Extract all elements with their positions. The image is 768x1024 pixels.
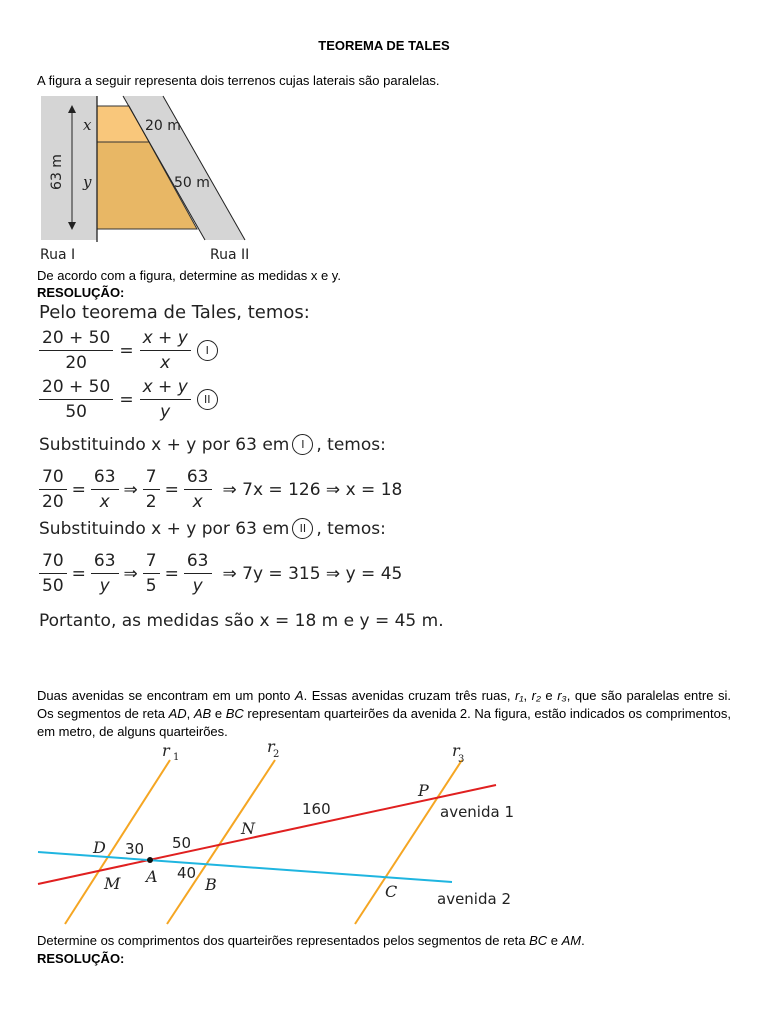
tag-I: I [197, 340, 218, 361]
problem1-intro: A figura a seguir representa dois terrenos cujas laterais são paralelas. [37, 73, 440, 88]
label-r1: r [162, 742, 170, 760]
page-title: TEOREMA DE TALES [318, 38, 450, 53]
label-M: M [104, 874, 121, 893]
tag-I-inline: I [292, 434, 313, 455]
substitution-2: Substituindo x + y por 63 em II , temos: [39, 518, 386, 539]
lots-figure [35, 92, 270, 264]
calculation-2: $\frac{70}{50}$ = $\frac{63}{y}$ ⇒ $\frac{7}{5}$ = $\frac{63}{y}$ ⇒ 7y = 315 ⇒ y = 45 [39, 551, 402, 596]
label-rua2: Rua II [210, 247, 250, 263]
label-B: B [205, 875, 217, 894]
label-avenida-1: avenida 1 [440, 803, 514, 821]
label-160: 160 [302, 800, 331, 818]
point-A-dot [147, 857, 153, 863]
label-A: A [146, 867, 158, 886]
label-20m: 20 m [145, 118, 181, 134]
label-rua1: Rua I [40, 247, 76, 263]
label-y: y [83, 173, 92, 191]
height-label: 63 m [49, 154, 65, 190]
calculation-1: $\frac{70}{20}$ = $\frac{63}{x}$ ⇒ $\frac{7}{2}$ = $\frac{63}{x}$ ⇒ 7x = 126 ⇒ x = 18 [39, 467, 402, 512]
label-50m: 50 m [174, 175, 210, 191]
substitution-1: Substituindo x + y por 63 em I , temos: [39, 434, 386, 455]
tag-II: II [197, 389, 218, 410]
solution-conclusion: Portanto, as medidas são x = 18 m e y = 45 m. [39, 611, 444, 631]
solution-heading: Pelo teorema de Tales, temos: [39, 302, 310, 323]
label-r2-sub: 2 [273, 749, 280, 760]
avenues-figure [30, 742, 530, 932]
label-C: C [385, 882, 398, 901]
label-50: 50 [172, 834, 192, 852]
label-avenida-2: avenida 2 [437, 890, 511, 908]
street-r1 [65, 760, 170, 924]
problem2-question: Determine os comprimentos dos quarteirões representados pelos segmentos de reta BC e AM. [37, 933, 585, 948]
tag-II-inline: II [292, 518, 313, 539]
equation-2: $\frac{20 + 50}{50}$ = $\frac{x + y}{y}$ II [39, 377, 218, 422]
label-r2: r [267, 742, 275, 756]
label-r1-sub: 1 [173, 752, 180, 763]
problem1-resolucao: RESOLUÇÃO: [37, 285, 125, 300]
problem1-question: De acordo com a figura, determine as medidas x e y. [37, 268, 341, 283]
label-r3: r [452, 742, 460, 760]
problem2-text: Duas avenidas se encontram em um ponto A. Essas avenidas cruzam três ruas, r₁, r₂ e r₃, que são paralelas entre si. Os segmentos de reta AD, AB e BC representam quarteirões da avenida 2. Na figura, estão indicados os comprimentos, em metro, de alguns quarteirões. [37, 688, 731, 739]
equation-1: $\frac{20 + 50}{20}$ = $\frac{x + y}{x}$ I [39, 328, 218, 373]
label-40: 40 [177, 864, 197, 882]
label-30: 30 [125, 840, 145, 858]
label-D: D [93, 838, 106, 857]
label-P: P [418, 781, 429, 800]
problem2-resolucao: RESOLUÇÃO: [37, 951, 125, 966]
label-N: N [241, 819, 255, 838]
label-x: x [83, 116, 92, 134]
label-r3-sub: 3 [458, 754, 465, 765]
